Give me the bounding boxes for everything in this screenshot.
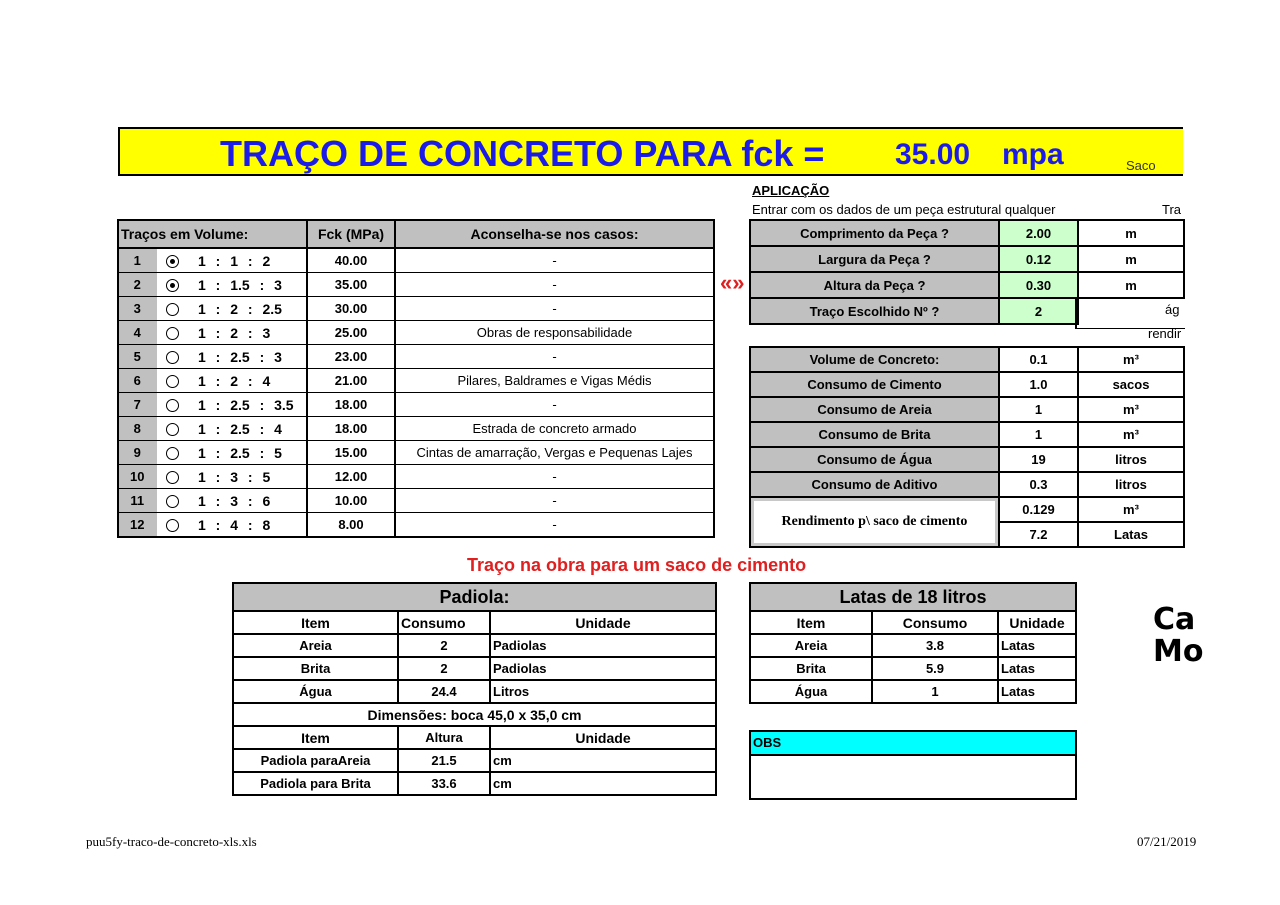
- latas-item: Brita: [750, 657, 872, 680]
- traco-radio-button[interactable]: [166, 303, 179, 316]
- padiola-item: Água: [233, 680, 398, 703]
- aplicacao-desc: Entrar com os dados de um peça estrutural qualquer: [752, 202, 1056, 217]
- traco-radio-button[interactable]: [166, 471, 179, 484]
- rendimento-value-1: 0.129: [999, 497, 1078, 522]
- traco-radio-cell[interactable]: [156, 345, 188, 369]
- traco-fck: 8.00: [307, 513, 395, 538]
- latas-unidade: Latas: [998, 634, 1076, 657]
- arrow-marker: «»: [720, 270, 745, 295]
- traco-radio-cell[interactable]: [156, 321, 188, 345]
- traco-ratio: 1 : 2.5 : 5: [188, 441, 307, 465]
- padiola-unidade: Padiolas: [490, 657, 716, 680]
- footer-filename: puu5fy-traco-de-concreto-xls.xls: [86, 834, 257, 849]
- traco-fck: 40.00: [307, 248, 395, 273]
- padiola-row: [233, 657, 716, 680]
- traco-case: -: [395, 273, 714, 297]
- traco-case: -: [395, 513, 714, 538]
- padiola-unidade: Litros: [490, 680, 716, 703]
- traco-row: [118, 321, 714, 345]
- input-value[interactable]: 0.12: [999, 246, 1078, 272]
- latas-unidade: Latas: [998, 657, 1076, 680]
- traco-case: -: [395, 345, 714, 369]
- aplicacao-label: APLICAÇÃO: [752, 183, 830, 198]
- traco-row: [118, 248, 714, 273]
- latas-header-consumo: Consumo: [872, 611, 998, 634]
- traco-ratio: 1 : 3 : 5: [188, 465, 307, 489]
- traco-row: [118, 489, 714, 513]
- input-label: Comprimento da Peça ?: [750, 220, 999, 246]
- traco-row: [118, 465, 714, 489]
- rendimento-label: Rendimento p\ saco de cimento: [750, 497, 999, 547]
- traco-fck: 21.00: [307, 369, 395, 393]
- latas-title: Latas de 18 litros: [750, 583, 1076, 611]
- input-unit: m: [1078, 246, 1184, 272]
- input-value[interactable]: 2.00: [999, 220, 1078, 246]
- latas-item: Areia: [750, 634, 872, 657]
- latas-row: [750, 634, 1076, 657]
- dim-item: Padiola paraAreia: [233, 749, 398, 772]
- result-value: 19: [999, 447, 1078, 472]
- result-label: Consumo de Areia: [750, 397, 999, 422]
- traco-radio-cell[interactable]: [156, 369, 188, 393]
- traco-radio-button[interactable]: [166, 519, 179, 532]
- tracos-table: [117, 219, 715, 538]
- header-casos: Aconselha-se nos casos:: [395, 220, 714, 248]
- aplicacao-cut-text: Tra: [1162, 202, 1182, 217]
- latas-table: [749, 582, 1077, 704]
- padiola-item: Brita: [233, 657, 398, 680]
- padiola-row: [233, 680, 716, 703]
- result-unit: litros: [1078, 472, 1184, 497]
- traco-radio-button[interactable]: [166, 255, 179, 268]
- dim-altura: 21.5: [398, 749, 490, 772]
- traco-ratio: 1 : 2.5 : 3.5: [188, 393, 307, 417]
- traco-radio-button[interactable]: [166, 327, 179, 340]
- result-unit: m³: [1078, 347, 1184, 372]
- traco-case: Cintas de amarração, Vergas e Pequenas Lajes: [395, 441, 714, 465]
- traco-case: Obras de responsabilidade: [395, 321, 714, 345]
- latas-consumo: 1: [872, 680, 998, 703]
- latas-unidade: Latas: [998, 680, 1076, 703]
- traco-case: -: [395, 297, 714, 321]
- result-value: 1: [999, 397, 1078, 422]
- padiola-row: [233, 634, 716, 657]
- traco-ratio: 1 : 2 : 2.5: [188, 297, 307, 321]
- results-table: [749, 346, 1185, 548]
- fck-unit: mpa: [1002, 138, 1064, 171]
- agua-cut-text: ág: [1165, 302, 1180, 317]
- traco-case: -: [395, 489, 714, 513]
- traco-row: [118, 393, 714, 417]
- traco-number: 1: [118, 248, 156, 273]
- traco-fck: 25.00: [307, 321, 395, 345]
- traco-radio-cell[interactable]: [156, 297, 188, 321]
- traco-case: Estrada de concreto armado: [395, 417, 714, 441]
- traco-radio-cell[interactable]: [156, 513, 188, 538]
- traco-row: [118, 345, 714, 369]
- latas-item: Água: [750, 680, 872, 703]
- traco-radio-button[interactable]: [166, 447, 179, 460]
- padiola-header-unidade: Unidade: [490, 611, 716, 634]
- padiola-item: Areia: [233, 634, 398, 657]
- traco-fck: 18.00: [307, 417, 395, 441]
- traco-fck: 15.00: [307, 441, 395, 465]
- traco-number: 3: [118, 297, 156, 321]
- result-unit: litros: [1078, 447, 1184, 472]
- padiola-title: Padiola:: [233, 583, 716, 611]
- traco-number: 12: [118, 513, 156, 538]
- traco-number: 4: [118, 321, 156, 345]
- page-title: TRAÇO DE CONCRETO PARA fck =: [220, 133, 825, 174]
- traco-case: Pilares, Baldrames e Vigas Médis: [395, 369, 714, 393]
- traco-case: -: [395, 465, 714, 489]
- traco-radio-button[interactable]: [166, 351, 179, 364]
- padiola-table: [232, 582, 717, 796]
- traco-row: [118, 441, 714, 465]
- footer-date: 07/21/2019: [1137, 834, 1197, 849]
- traco-ratio: 1 : 2 : 4: [188, 369, 307, 393]
- obs-label: OBS: [751, 732, 1075, 756]
- traco-ratio: 1 : 2 : 3: [188, 321, 307, 345]
- traco-fck: 10.00: [307, 489, 395, 513]
- traco-radio-button[interactable]: [166, 279, 179, 292]
- result-label: Consumo de Cimento: [750, 372, 999, 397]
- rendimento-unit-2: Latas: [1078, 522, 1184, 547]
- traco-number: 9: [118, 441, 156, 465]
- input-value[interactable]: 2: [999, 298, 1078, 324]
- traco-fck: 18.00: [307, 393, 395, 417]
- input-label: Altura da Peça ?: [750, 272, 999, 298]
- traco-number: 11: [118, 489, 156, 513]
- padiola-header-item: Item: [233, 611, 398, 634]
- input-label: Largura da Peça ?: [750, 246, 999, 272]
- result-unit: m³: [1078, 422, 1184, 447]
- dim-header-item: Item: [233, 726, 398, 749]
- obs-box: [749, 730, 1077, 800]
- dim-header-unidade: Unidade: [490, 726, 716, 749]
- traco-ratio: 1 : 4 : 8: [188, 513, 307, 538]
- dim-header-altura: Altura: [398, 726, 490, 749]
- result-label: Volume de Concreto:: [750, 347, 999, 372]
- traco-radio-button[interactable]: [166, 495, 179, 508]
- result-value: 1.0: [999, 372, 1078, 397]
- traco-row: [118, 417, 714, 441]
- traco-radio-button[interactable]: [166, 399, 179, 412]
- banner-cut-text: Saco: [1126, 158, 1156, 173]
- result-row: [750, 347, 1184, 372]
- result-row: [750, 447, 1184, 472]
- traco-row: [118, 273, 714, 297]
- latas-consumo: 5.9: [872, 657, 998, 680]
- rendimento-unit-1: m³: [1078, 497, 1184, 522]
- traco-radio-cell[interactable]: [156, 441, 188, 465]
- result-label: Consumo de Aditivo: [750, 472, 999, 497]
- side-cut-line-1: Ca: [1153, 602, 1196, 637]
- result-row: [750, 472, 1184, 497]
- input-row: [750, 220, 1184, 246]
- traco-radio-cell[interactable]: [156, 417, 188, 441]
- traco-radio-button[interactable]: [166, 375, 179, 388]
- traco-row: [118, 369, 714, 393]
- traco-ratio: 1 : 2.5 : 3: [188, 345, 307, 369]
- result-row: [750, 397, 1184, 422]
- latas-row: [750, 657, 1076, 680]
- padiola-consumo: 2: [398, 657, 490, 680]
- dim-row: [233, 749, 716, 772]
- input-value[interactable]: 0.30: [999, 272, 1078, 298]
- input-label: Traço Escolhido Nº ?: [750, 298, 999, 324]
- latas-header-unidade: Unidade: [998, 611, 1076, 634]
- input-row: [750, 246, 1184, 272]
- input-row: [750, 272, 1184, 298]
- traco-fck: 30.00: [307, 297, 395, 321]
- latas-header-item: Item: [750, 611, 872, 634]
- traco-radio-cell[interactable]: [156, 465, 188, 489]
- traco-fck: 12.00: [307, 465, 395, 489]
- traco-number: 7: [118, 393, 156, 417]
- traco-number: 6: [118, 369, 156, 393]
- title-banner: [118, 127, 1183, 176]
- result-row: [750, 372, 1184, 397]
- side-cut-text: [1153, 604, 1203, 668]
- traco-radio-cell[interactable]: [156, 489, 188, 513]
- traco-row: [118, 513, 714, 538]
- result-value: 0.1: [999, 347, 1078, 372]
- padiola-dim-title: Dimensões: boca 45,0 x 35,0 cm: [233, 703, 716, 726]
- rend-cut-text: rendir: [1148, 326, 1182, 341]
- result-label: Consumo de Brita: [750, 422, 999, 447]
- input-unit: m: [1078, 272, 1184, 298]
- traco-ratio: 1 : 1 : 2: [188, 248, 307, 273]
- result-unit: m³: [1078, 397, 1184, 422]
- traco-ratio: 1 : 2.5 : 4: [188, 417, 307, 441]
- result-label: Consumo de Água: [750, 447, 999, 472]
- traco-number: 2: [118, 273, 156, 297]
- traco-radio-button[interactable]: [166, 423, 179, 436]
- traco-ratio: 1 : 3 : 6: [188, 489, 307, 513]
- dim-unidade: cm: [490, 749, 716, 772]
- result-value: 1: [999, 422, 1078, 447]
- padiola-consumo: 24.4: [398, 680, 490, 703]
- header-tracos: Traços em Volume:: [118, 220, 307, 248]
- obra-subtitle: Traço na obra para um saco de cimento: [467, 555, 807, 575]
- dim-row: [233, 772, 716, 795]
- latas-row: [750, 680, 1076, 703]
- fck-value: 35.00: [895, 138, 971, 171]
- dim-item: Padiola para Brita: [233, 772, 398, 795]
- result-row: [750, 422, 1184, 447]
- traco-radio-cell[interactable]: [156, 273, 188, 297]
- traco-number: 10: [118, 465, 156, 489]
- latas-consumo: 3.8: [872, 634, 998, 657]
- padiola-header-consumo: Consumo: [398, 611, 490, 634]
- header-fck: Fck (MPa): [307, 220, 395, 248]
- rendimento-value-2: 7.2: [999, 522, 1078, 547]
- traco-radio-cell[interactable]: [156, 248, 188, 273]
- padiola-unidade: Padiolas: [490, 634, 716, 657]
- traco-radio-cell[interactable]: [156, 393, 188, 417]
- traco-fck: 23.00: [307, 345, 395, 369]
- padiola-consumo: 2: [398, 634, 490, 657]
- traco-case: -: [395, 248, 714, 273]
- traco-number: 5: [118, 345, 156, 369]
- result-value: 0.3: [999, 472, 1078, 497]
- result-unit: sacos: [1078, 372, 1184, 397]
- traco-case: -: [395, 393, 714, 417]
- traco-row: [118, 297, 714, 321]
- traco-ratio: 1 : 1.5 : 3: [188, 273, 307, 297]
- dim-unidade: cm: [490, 772, 716, 795]
- dim-altura: 33.6: [398, 772, 490, 795]
- traco-fck: 35.00: [307, 273, 395, 297]
- side-cut-line-2: Mo: [1153, 634, 1204, 669]
- traco-number: 8: [118, 417, 156, 441]
- input-unit: m: [1078, 220, 1184, 246]
